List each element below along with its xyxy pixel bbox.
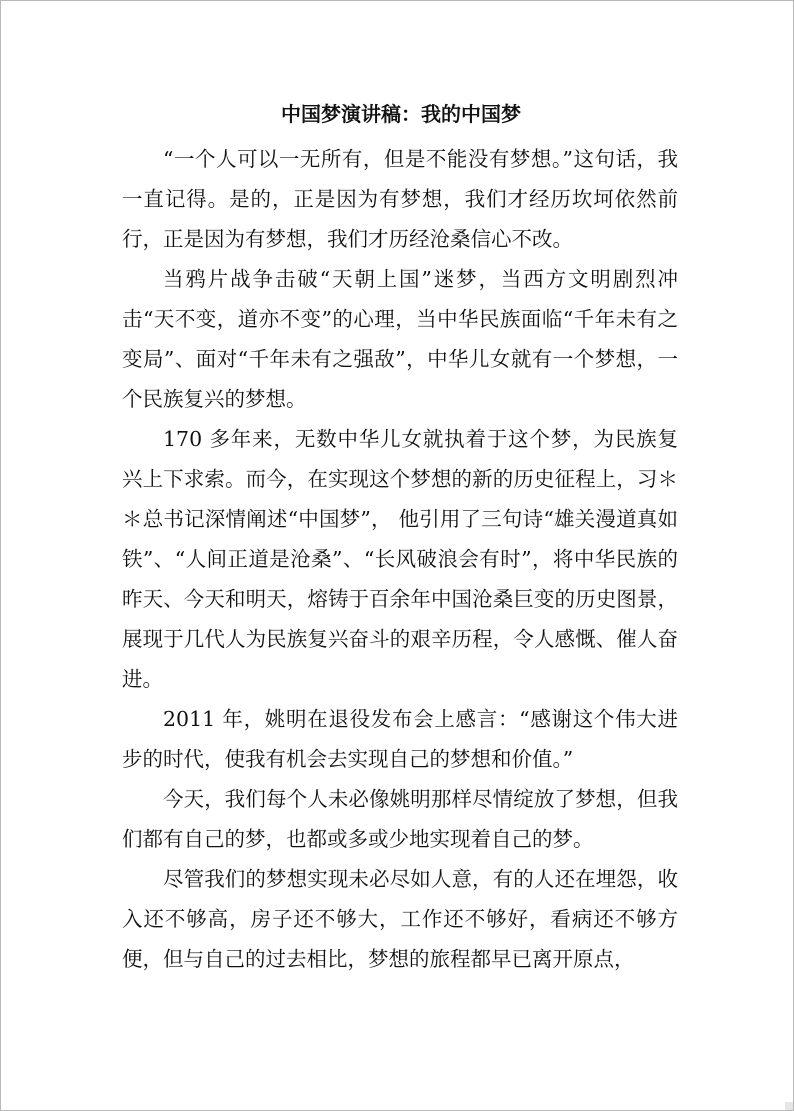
paragraph-3: 170 多年来，无数中华儿女就执着于这个梦，为民族复兴上下求索。而今，在实现这个梦想的新的历史征程上，习＊＊总书记深情阐述“中国梦”， 他引用了三句诗“雄关漫道真如铁”、“人间正道是沧桑”、“长风破浪会有时”，将中华民族的昨天、今天和明天，熔铸于百余年中国沧桑巨变的历史图景，展现于几代人为民族复兴奋斗的艰辛历程，令人感慨、催人奋进。 bbox=[122, 427, 678, 691]
document-title: 中国梦演讲稿：我的中国梦 bbox=[281, 102, 521, 126]
paragraph-4: 2011 年，姚明在退役发布会上感言：“感谢这个伟大进步的时代，使我有机会去实现自己的梦想和价值。” bbox=[122, 707, 678, 771]
paragraph-1: “一个人可以一无所有，但是不能没有梦想。”这句话，我一直记得。是的，正是因为有梦想，我们才经历坎坷依然前行，正是因为有梦想，我们才历经沧桑信心不改。 bbox=[122, 147, 678, 251]
paragraph-5: 今天，我们每个人未必像姚明那样尽情绽放了梦想，但我们都有自己的梦，也都或多或少地实现着自己的梦。 bbox=[122, 787, 678, 851]
paragraph-6: 尽管我们的梦想实现未必尽如人意，有的人还在埋怨，收入还不够高，房子还不够大，工作还不够好，看病还不够方便，但与自己的过去相比，梦想的旅程都早已离开原点， bbox=[122, 867, 678, 971]
paragraph-2: 当鸦片战争击破“天朝上国”迷梦，当西方文明剧烈冲击“天不变，道亦不变”的心理，当中华民族面临“千年未有之变局”、面对“千年未有之强敌”，中华儿女就有一个梦想，一个民族复兴的梦想。 bbox=[122, 267, 678, 411]
page-corner bbox=[785, 1102, 793, 1110]
document-body bbox=[122, 139, 678, 979]
